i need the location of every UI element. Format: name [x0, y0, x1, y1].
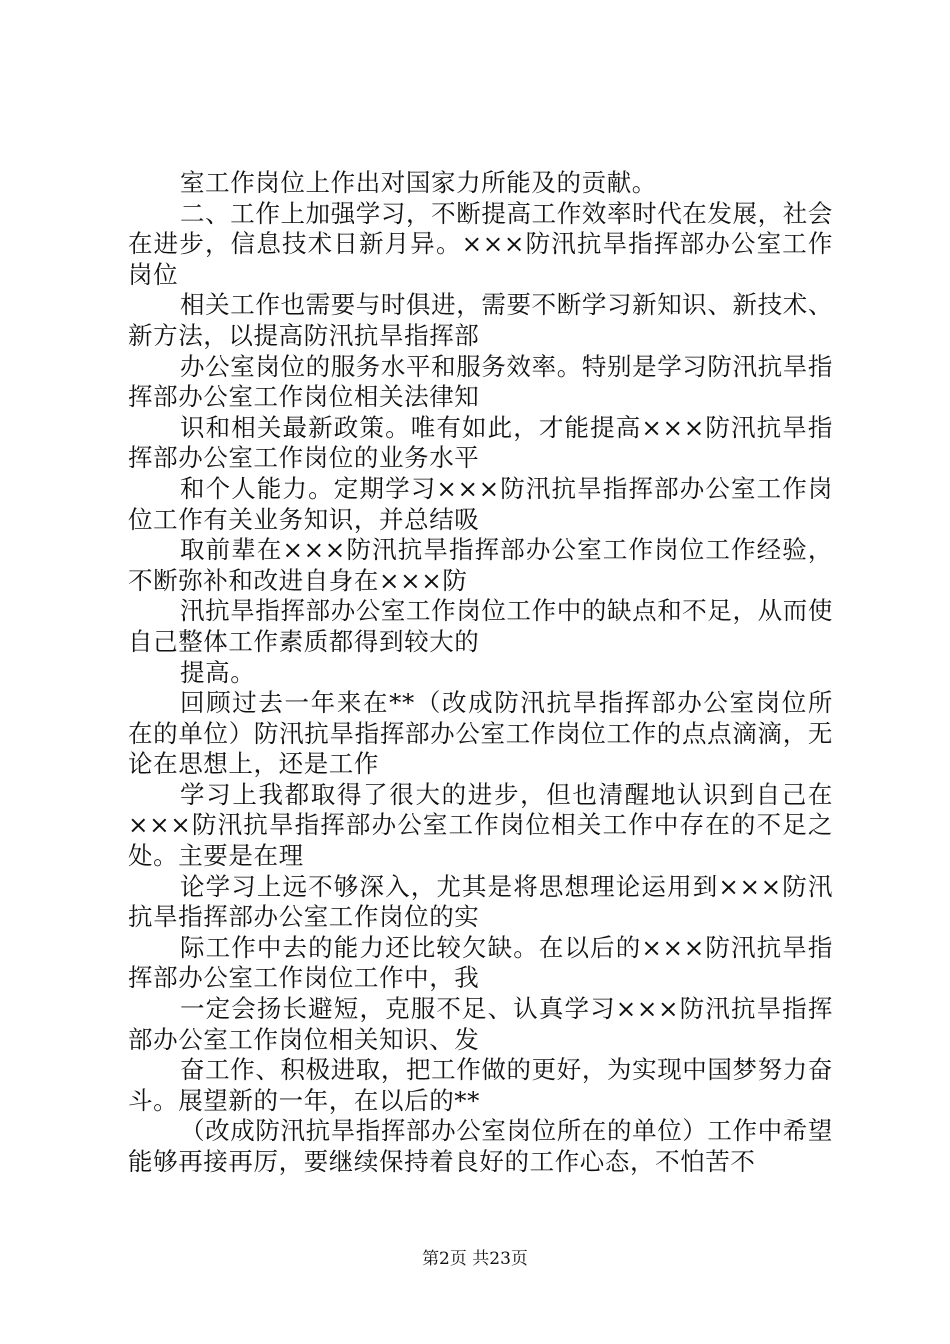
paragraph: 汛抗旱指挥部办公室工作岗位工作中的缺点和不足，从而使自己整体工作素质都得到较大的 — [128, 596, 833, 656]
document-body — [128, 168, 833, 1178]
paragraph: 学习上我都取得了很大的进步，但也清醒地认识到自己在×××防汛抗旱指挥部办公室工作岗位相关工作中存在的不足之处。主要是在理 — [128, 779, 833, 871]
paragraph: 室工作岗位上作出对国家力所能及的贡献。 — [180, 168, 657, 197]
paragraph: 奋工作、积极进取，把工作做的更好，为实现中国梦努力奋斗。展望新的一年，在以后的** — [128, 1055, 833, 1115]
page-footer: 第2页 共23页 — [422, 1249, 528, 1269]
paragraph: 相关工作也需要与时俱进，需要不断学习新知识、新技术、新方法，以提高防汛抗旱指挥部 — [128, 290, 833, 350]
paragraph: 办公室岗位的服务水平和服务效率。特别是学习防汛抗旱指挥部办公室工作岗位相关法律知 — [128, 351, 833, 412]
paragraph: 取前辈在×××防汛抗旱指挥部办公室工作岗位工作经验，不断弥补和改进自身在×××防 — [128, 535, 833, 595]
paragraph: 识和相关最新政策。唯有如此，才能提高×××防汛抗旱指挥部办公室工作岗位的业务水平 — [128, 412, 833, 473]
paragraph: 回顾过去一年来在**（改成防汛抗旱指挥部办公室岗位所在的单位）防汛抗旱指挥部办公室工作岗位工作的点点滴滴，无论在思想上，还是工作 — [128, 688, 833, 779]
paragraph: 二、工作上加强学习，不断提高工作效率时代在发展，社会在进步，信息技术日新月异。×××防汛抗旱指挥部办公室工作岗位 — [128, 198, 833, 289]
paragraph: 和个人能力。定期学习×××防汛抗旱指挥部办公室工作岗位工作有关业务知识，并总结吸 — [128, 473, 833, 534]
paragraph: 提高。 — [180, 657, 256, 687]
paragraph: 一定会扬长避短，克服不足、认真学习×××防汛抗旱指挥部办公室工作岗位相关知识、发 — [128, 994, 833, 1054]
paragraph: 论学习上远不够深入，尤其是将思想理论运用到×××防汛抗旱指挥部办公室工作岗位的实 — [128, 871, 833, 932]
paragraph: （改成防汛抗旱指挥部办公室岗位所在的单位）工作中希望能够再接再厉，要继续保持着良好的工作心态，不怕苦不 — [128, 1116, 833, 1176]
paragraph: 际工作中去的能力还比较欠缺。在以后的×××防汛抗旱指挥部办公室工作岗位工作中，我 — [128, 932, 833, 993]
